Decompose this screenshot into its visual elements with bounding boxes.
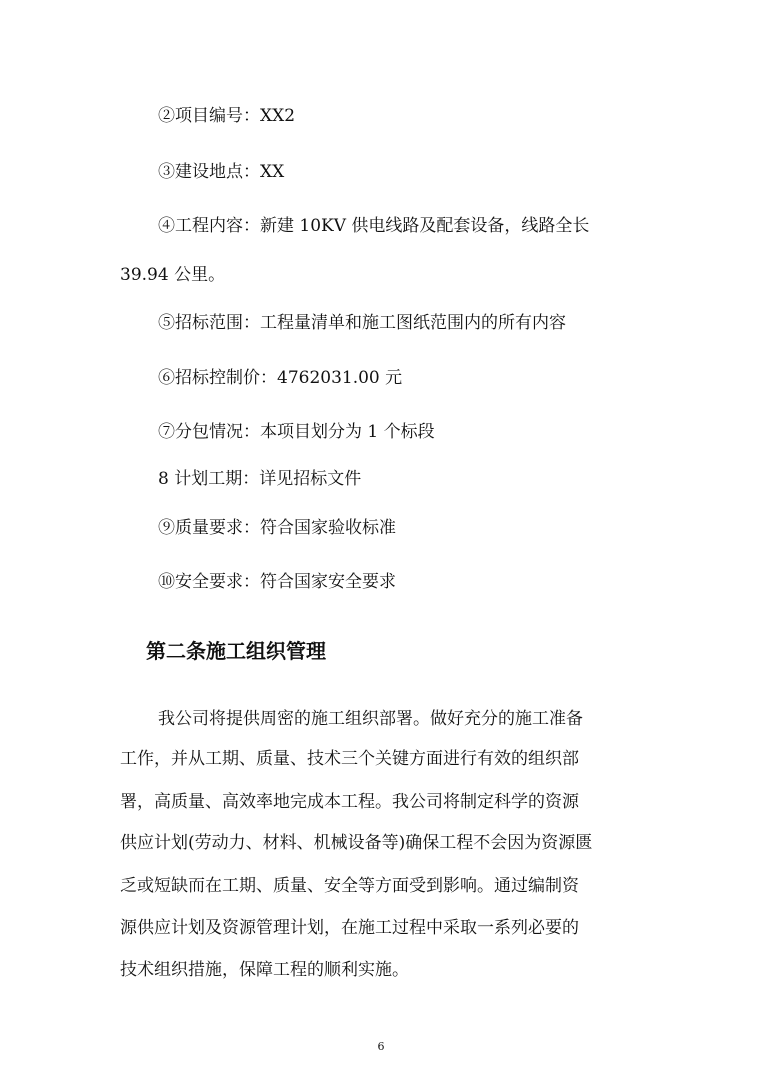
paragraph-line-3: 署，高质量、高效率地完成本工程。我公司将制定科学的资源 <box>120 792 579 812</box>
item-construction-site: ③建设地点：XX <box>158 162 285 182</box>
item-project-content-continuation: 39.94 公里。 <box>120 265 226 285</box>
paragraph-line-2: 工作，并从工期、质量、技术三个关键方面进行有效的组织部 <box>120 749 579 769</box>
item-planned-duration: 8 计划工期：详见招标文件 <box>158 469 362 489</box>
paragraph-line-6: 源供应计划及资源管理计划，在施工过程中采取一系列必要的 <box>120 918 579 938</box>
page-number: 6 <box>377 1040 385 1053</box>
item-subcontract-status: ⑦分包情况：本项目划分为 1 个标段 <box>158 422 435 442</box>
item-safety-requirement: ⑩安全要求：符合国家安全要求 <box>158 572 396 592</box>
paragraph-line-1: 我公司将提供周密的施工组织部署。做好充分的施工准备 <box>158 709 583 729</box>
item-bid-scope: ⑤招标范围：工程量清单和施工图纸范围内的所有内容 <box>158 313 566 333</box>
paragraph-line-5: 乏或短缺而在工期、质量、安全等方面受到影响。通过编制资 <box>120 876 579 896</box>
item-project-content: ④工程内容：新建 10KV 供电线路及配套设备，线路全长 <box>158 216 590 236</box>
item-project-number: ②项目编号：XX2 <box>158 106 296 126</box>
paragraph-line-4: 供应计划(劳动力、材料、机械设备等)确保工程不会因为资源匮 <box>120 833 593 853</box>
item-quality-requirement: ⑨质量要求：符合国家验收标准 <box>158 518 396 538</box>
section-heading: 第二条施工组织管理 <box>146 639 326 663</box>
item-bid-control-price: ⑥招标控制价：4762031.00 元 <box>158 368 403 388</box>
paragraph-line-7: 技术组织措施，保障工程的顺利实施。 <box>120 960 409 980</box>
